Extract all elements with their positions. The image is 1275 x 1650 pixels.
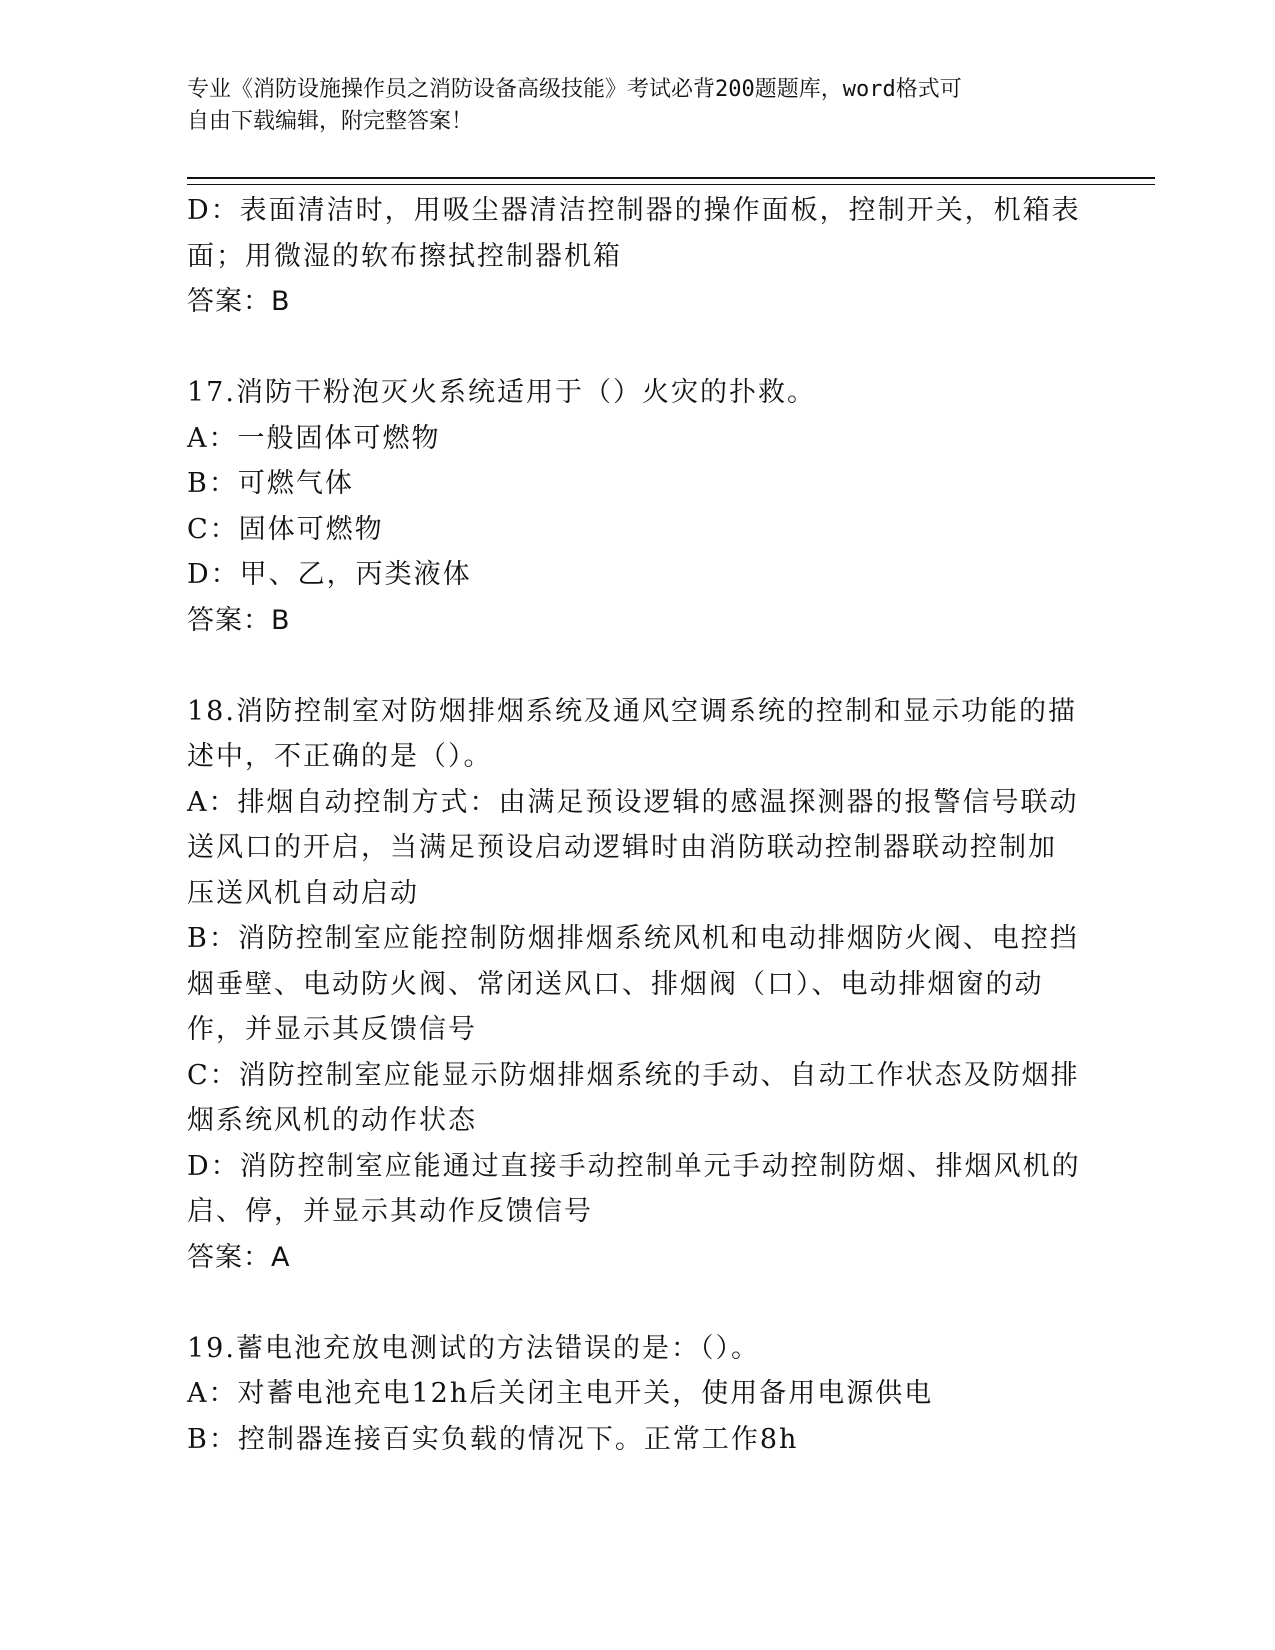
question-18	[187, 689, 1087, 1281]
option-b-line3: 作，并显示其反馈信号	[187, 1014, 477, 1045]
answer: 答案：A	[187, 1241, 291, 1273]
option-a: A：一般固体可燃物	[187, 422, 441, 454]
option-c-line2: 烟系统风机的动作状态	[187, 1105, 477, 1136]
option-a: A：对蓄电池充电12h后关闭主电开关，使用备用电源供电	[187, 1378, 934, 1409]
option-c-line1: C：消防控制室应能显示防烟排烟系统的手动、自动工作状态及防烟排	[187, 1059, 1080, 1091]
answer: 答案：B	[187, 604, 291, 636]
question-16-tail	[187, 188, 1087, 325]
option-b-line2: 烟垂壁、电动防火阀、常闭送风口、排烟阀（口）、电动排烟窗的动	[187, 968, 1044, 1000]
question-stem: 17.消防干粉泡灭火系统适用于（）火灾的扑救。	[187, 377, 816, 408]
header-title-line1: 专业《消防设施操作员之消防设备高级技能》考试必背200题题库，word格式可	[187, 77, 962, 102]
option-d-line2: 面；用微湿的软布擦拭控制器机箱	[187, 240, 622, 272]
option-d-line1: D：消防控制室应能通过直接手动控制单元手动控制防烟、排烟风机的	[187, 1150, 1081, 1182]
document-header	[187, 74, 1067, 138]
option-c: C：固体可燃物	[187, 513, 384, 545]
question-17	[187, 370, 1087, 643]
option-a-line3: 压送风机自动启动	[187, 877, 419, 909]
answer: 答案：B	[187, 286, 291, 317]
question-stem: 19.蓄电池充放电测试的方法错误的是：（）。	[187, 1332, 760, 1364]
option-d-line2: 启、停，并显示其动作反馈信号	[187, 1196, 593, 1227]
option-b: B：可燃气体	[187, 468, 354, 499]
option-d-line1: D：表面清洁时，用吸尘器清洁控制器的操作面板，控制开关，机箱表	[187, 195, 1081, 226]
option-b-line1: B：消防控制室应能控制防烟排烟系统风机和电动排烟防火阀、电控挡	[187, 923, 1079, 954]
option-b: B：控制器连接百实负载的情况下。正常工作8h	[187, 1423, 799, 1455]
question-stem-line1: 18.消防控制室对防烟排烟系统及通风空调系统的控制和显示功能的描	[187, 695, 1077, 727]
header-title-line2: 自由下载编辑，附完整答案！	[187, 109, 474, 134]
question-list	[187, 188, 1087, 1462]
header-divider-thin	[187, 184, 1155, 185]
header-divider-thick	[187, 177, 1155, 179]
option-a-line1: A：排烟自动控制方式：由满足预设逻辑的感温探测器的报警信号联动	[187, 786, 1079, 818]
option-a-line2: 送风口的开启，当满足预设启动逻辑时由消防联动控制器联动控制加	[187, 832, 1057, 863]
question-stem-line2: 述中，不正确的是（）。	[187, 741, 493, 772]
question-19	[187, 1326, 1087, 1463]
option-d: D：甲、乙，丙类液体	[187, 559, 472, 590]
